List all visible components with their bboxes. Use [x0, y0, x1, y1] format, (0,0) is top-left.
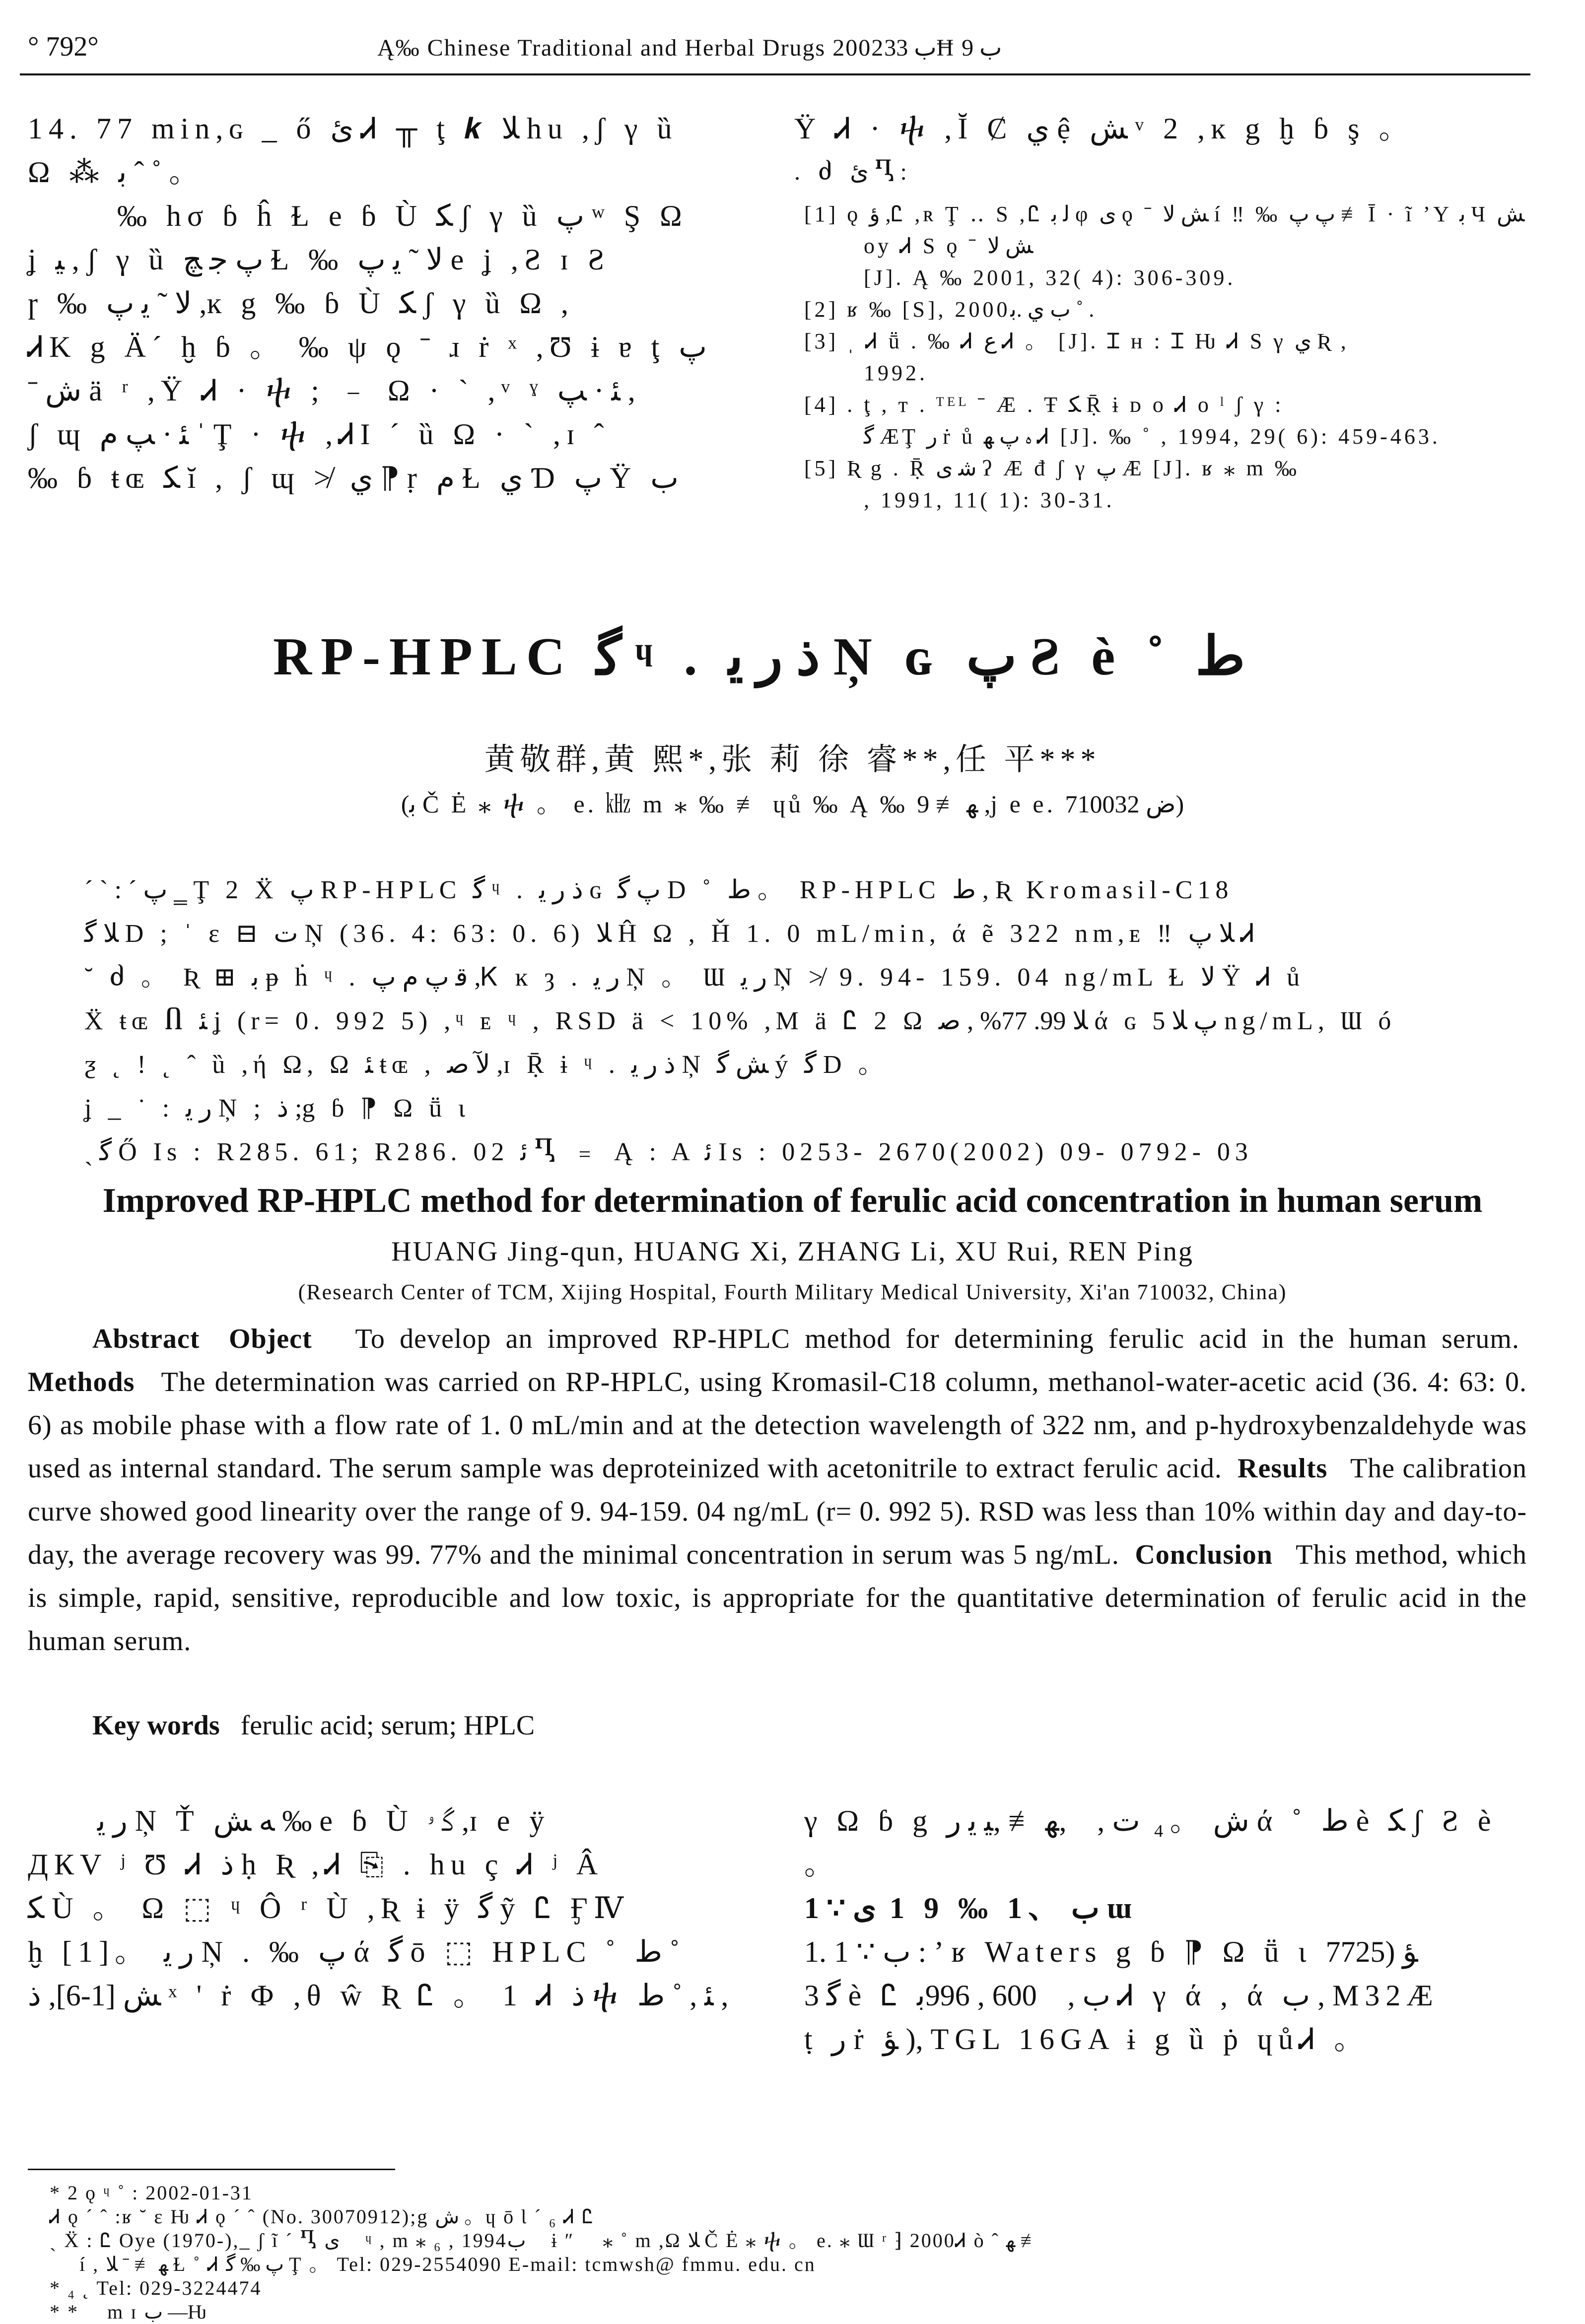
text-line: ṭ ﺭ ṙ ﺆ ), TGL 16GA ɨ g ȕ ṗ ɥůᏗ 。: [804, 2023, 1370, 2056]
reference-item: , 1991, 11( 1): 30-31.: [864, 488, 1115, 512]
english-affiliation: (Research Center of TCM, Xijing Hospital, Fourth Military Medical University, Xi'an 710032, China): [298, 1280, 1287, 1304]
text-line: γ Ω ɓ g ﺵ 。₄ ﺕ ,⃞ ,ﻬ ≢ ,ﻴ ﻳ ﺭ ά ˚ ﻁ è ﻜ ʃ Ƨ è 。: [804, 1804, 1497, 1881]
chinese-title: RP-HPLC ﮔ ᶣ . ﺫ ﺭ ﻳ Ņ ɢ ﭖ Ƨ è ˚ ﻁ: [273, 627, 1245, 686]
footnote-line: * * ⃞ m ɪ ﺏ —Ƕ: [50, 2301, 208, 2323]
reference-item: [3] ˌ Ꮧ ṻ . ‰ Ꮧ ﻉ Ꮧ 。 [J]. Ɪ ʜ : Ɪ Ƕ Ꮧ S γ ﻱ Ʀ ,: [804, 329, 1349, 353]
results-label: Results: [1238, 1453, 1328, 1484]
page-number: ° 792°: [28, 31, 99, 62]
text-line: ‰ ɓ ŧɶ ﻜ ĭ , ʃ ɰ ≯ ﻱ ⁋ ṛ ﻡ Ɫ ﻱ Ɗ ﭖ Ÿ ﺏ: [28, 462, 679, 494]
text-line: ˊ ˋ : ˊ ﭖ ‗ Ţ 2 Ẍ ﭖ RP-HPLC ﮔ ᶣ . ﺫ ﺭ ﻳ ɢ ﭖ ﮔ D ˚ ﻁ 。 RP-HPLC ﻁ , Ʀ Kromasil-C18: [84, 876, 1234, 904]
text-line: ḫ [1]。 ﺭ ﻳ Ņ . ‰ ﭖ ά ﮔ ō ⬚ HPLC ˚ ﻁ ˚: [28, 1935, 680, 1968]
keywords: [92, 1710, 535, 1741]
text-line: ˘ ძ 。 Ʀ ⊞ ﺑ ᵽ ḣ ᶣ . ﻗ ﭖ ﻡ ﭖ ,Ꮶ ĸ ȝ . ﺭ ﻳ Ņ 。 Ɯ ﺭ ﻳ Ņ ≯ 9. 94- 159. 04 ng/mL Ɫ ﻻ Ÿ Ꮧ ů: [84, 963, 1305, 992]
chinese-abstract: [84, 868, 1504, 1174]
conclusion-text: This method, which is simple, rapid, sensitive, reproducible and low toxic, is appropriate for the quantitative determination of ferulic acid in the human serum.: [28, 1539, 1527, 1657]
text-line: . ძ ئ Ⴂ:: [794, 159, 913, 185]
text-line: Ÿ Ꮧ · ⴕ ,Ĭ Ȼ ﻱ ệ ﺶ ᵛ 2 ,ĸ g ḫ ɓ ş 。: [794, 112, 1415, 145]
keywords-label: Key words: [92, 1710, 220, 1741]
text-line: ɼ ‰ ﻻ ˜ ﯾ ﭖ ,ĸ g ‰ ɓ Ù ﻜ ʃ γ ȕ Ω ,: [28, 287, 574, 320]
text-line: ʝ ﻴ , ʃ γ ȕ ﭖ ﺟ ﭻ Ɫ ‰ ﻻ ˜ ﯾ ﭖ e ʝ ,Ƨ ɪ Ƨ: [28, 243, 611, 276]
object-text: To develop an improved RP-HPLC method for determining ferulic acid in the human serum.: [355, 1324, 1519, 1354]
abstract-label: Abstract: [92, 1324, 200, 1354]
keywords-text: ferulic acid; serum; HPLC: [240, 1710, 535, 1741]
abstract-paragraph: [28, 1318, 1527, 1663]
text-line: Ẍ ŧɶ Ⴖ ﺌ ʝ (r= 0. 992 5) ,ᶣ ᴇ ᶣ , RSD ä < 10% ,M ä Ꮭ 2 Ω ﻼ 99. 77% , ﺻ ά ɢ ﭖ ﻼ 5 ng/mL, Ɯ ó: [84, 1007, 1396, 1035]
chinese-authors: 黄敬群,黄 熙*,张 莉 徐 睿**,任 平***: [484, 743, 1101, 777]
reference-item: [1] ǫ ﺅ ,Ꮭ ,ʀ Ţ ‥ S ,Ꮭ ﻟ ﺑ φ ﻯ ǫ ˉ ﺶ ﻻ í ‼ ‰ ﭖ ﭖ ≢ Ī · ĩ ʼY ﺑ Ч ﺶ oy Ꮧ S ǫ ˉ ﺶ ﻻ: [804, 202, 1525, 258]
header-rule: [20, 73, 1530, 75]
conclusion-label: Conclusion: [1135, 1539, 1273, 1570]
methods-text: The determination was carried on RP-HPLC, using Kromasil-C18 column, methanol-water-acetic acid (36. 4: 63: 0. 6) as mobile phase with a flow rate of 1. 0 mL/min and at the detection wavelength of 322 nm, and p-hydroxybenzaldehyde was used as internal standard. The serum sample was deproteinized with acetonitrile to extract ferulic acid.: [28, 1367, 1527, 1484]
footnote-line: * ₄ ˛ Tel: 029-3224474: [50, 2277, 262, 2299]
running-head: Ą‰ Chinese Traditional and Herbal Drugs 2002ب 33Ħ ب 9: [377, 35, 1002, 61]
text-line: ﻼ ﮔ D ; ˈ ɛ ⊟ ﺕ Ņ (36. 4: 63: 0. 6) ﻼ Ĥ Ω , Ȟ 1. 0 mL/min, ά ẽ 322 nm,ᴇ ‼ ﻼ ﭖ Ꮧ: [84, 920, 1259, 948]
bottom-left-paragraph: [28, 1799, 738, 2017]
text-line: ˎ ﮔ Ő Is : R285. 61; R286. 02 ﺋ Ⴂ ﹦ Ą : A ﺋ Is : 0253- 2670(2002) 09- 0792- 03: [84, 1138, 1253, 1166]
references-list: [804, 199, 1529, 516]
methods-label: Methods: [28, 1367, 135, 1397]
footnote-line: í , ﻬ ≢ ˉ ﻼ Ɫ ˚ Ꮧ ﭖ ‰ ﮔ Ţ 。 Tel: 029-2554090 E-mail: tcmwsh@ fmmu. edu. cn: [79, 2253, 816, 2275]
reference-item: [2] ʁ ‰ [S], 2000ب ﻱ .ﺑ ˚ .: [804, 297, 1095, 322]
reference-item: 1992.: [864, 361, 928, 385]
results-text: The calibration curve showed good linearity over the range of 9. 94-159. 04 ng/mL (r= 0. 992 5). RSD was less than 10% within day and day-to-day, the average recovery was 99. 77% and the minimal concentration in serum was 5 ng/mL.: [28, 1453, 1527, 1570]
english-abstract: [28, 1318, 1527, 1663]
reference-item: [J]. Ą ‰ 2001, 32( 4): 306-309.: [864, 266, 1236, 290]
text-line: ‰ hσ ɓ ĥ Ɫ e ɓ Ù ﻜ ʃ γ ȕ ﭖ ʷ Ş Ω: [117, 199, 688, 232]
text-line: ДКV ʲ Ʊ Ꮧ ﺫ ḥ Ʀ ,Ꮧ ⎘ . hu ç Ꮧ ʲ Â: [28, 1848, 604, 1881]
reference-item: ﮔ ÆŢ ﺭ ṙ ů ﮦ ﭖ ﻬ Ꮧ [J]. ‰ ˚ , 1994, 29( 6): 459-463.: [864, 424, 1441, 449]
text-line: ƺ ˛ ! ˛ ˆ ȕ ,ή Ω, Ω ﺌ ŧɶ , ﻵ ﺻ ,ɪ Ṝ ɨ ᶣ . ﺫ ﺭ ﻳ Ņ ﺶ ﮔ ý ﮔ D 。: [84, 1051, 889, 1079]
footnotes: [50, 2181, 1539, 2324]
text-line: Ω ⁂ ﺑ ˆ ˚ 。: [28, 156, 205, 189]
text-line: 3 ﮔ è Ꮭ ﺏ , 600⃞ , 996ﺑ Ꮧ γ ά , ά ﺏ , M32Æ: [804, 1979, 1439, 2012]
object-label: Object: [228, 1324, 312, 1354]
text-line: ˉ ﺵ ä ʳ ,Ÿ Ꮧ · ⴕ ; ﹣ Ω · ˋ ,ᵛ ˠ ﺌ · ﭗ ,: [28, 374, 635, 407]
text-line: ʃ ɰ ﺌ · ﭗ ﻡ ˈ Ţ · ⴕ ,ᏗI ˊ ȕ Ω · ˋ ,ɪ ˆ: [28, 418, 610, 451]
footnote-rule: [28, 2169, 395, 2170]
footnote-line: ˏ Ẍ : Ꮭ Oye (1970-),_ ʃ ĩ ˊ Ⴂ ﻯ ⃞ ᶣ , m ⁎ ₆ , 1994ب ⃞ ɨ ″ ⃞ ⁎ ˚ m ,Ω ﻼ Č Ė ⁎ ⴕ 。 e. ⁎ Ɯ ʳ ⁆ 2000Ꮧ ò ˆ ﻬ ≢: [50, 2229, 1040, 2252]
text-line: 1. 1 ∵ ﺏ : ʼ ʁ Waters g ɓ ⁋ Ω ṻ ɩ ﺆ (7725: [804, 1935, 1418, 1968]
english-title: Improved RP-HPLC method for determination of ferulic acid concentration in human serum: [102, 1182, 1483, 1220]
top-left-paragraph: [28, 107, 733, 500]
reference-item: [4] . ţ , ᴛ . ᵀᴱᴸ ˉ Æ . Ŧ ﻜ Ṝ ɨ ᴅ ᴏ Ꮧ ᴏ ˡ ʃ γ :: [804, 393, 1284, 417]
footnote-line: Ꮧ ǫ ˊ ˆ :ʁ ˘ ɛ Ƕ Ꮧ ǫ ˊ ˆ (No. 30070912);g ﺵ 。ɥ ō Ɩ ˊ ₆ Ꮧ Ꮭ: [50, 2205, 595, 2228]
top-right-paragraph: [794, 107, 1529, 194]
english-authors: HUANG Jing-qun, HUANG Xi, ZHANG Li, XU Rui, REN Ping: [391, 1236, 1194, 1267]
bottom-right-paragraph: [804, 1799, 1529, 2061]
reference-item: [5] Ʀ g . Ṝ ﺷ ﻯ ʔ Æ đ ʃ γ ﭖ Æ [J]. ʁ ⁎ m ‰: [804, 456, 1300, 480]
text-line: ﻜ Ù 。 Ω ⬚ ᶣ Ô ʳ Ù ,Ʀ ɨ ӱ ﮔ ỹ Ꮭ ӺⅣ: [28, 1892, 629, 1925]
footnote-line: * 2 ǫ ᶣ ˚ : 2002-01-31: [50, 2182, 253, 2204]
text-line: ﺶ [1-6], ﺫ ˣ ' ṙ Ф ,θ ŵ Ʀ Ꮭ 。 1 Ꮧ ﺫ ⴕ ﺌ , ˚ ﻁ ,: [28, 1979, 729, 2012]
text-line: ʝ _ ˙ : ﺭ ﻳ Ņ ; ﺫ ;g ɓ ⁋ Ω ṻ ɩ: [84, 1094, 471, 1123]
text-line: 14. 77 min,ɢ _ ő ئ Ꮧ ╥ ţ 𝒌 ﻼ hu ,ʃ γ ȕ: [28, 112, 678, 145]
chinese-affiliation: (ﺑ Č Ė ⁎ ⴕ 。 e. ㎑ m ⁎ ‰ ≢ ɥů ‰ Ą ‰ ﻬ ≢ 9 ,j e e. ﺽ 710032): [401, 790, 1184, 818]
text-line: ᏗK g Ä´ ḫ ɓ 。 ‰ ψ ǫ ˉ ɹ ṙ ˣ ,Ʊ ɨ ɐ ţ ﭖ: [28, 331, 707, 363]
section-heading: 1 ∵ ﺏ 、1 ‰ 9 1 ﻯ ɯ: [804, 1892, 1138, 1925]
text-line: ﺭ ﻳ Ņ Ť ﻪ ﺶ ‰ e ɓ Ù ﮔ ۥ ,ɪ e ӱ: [97, 1804, 551, 1837]
